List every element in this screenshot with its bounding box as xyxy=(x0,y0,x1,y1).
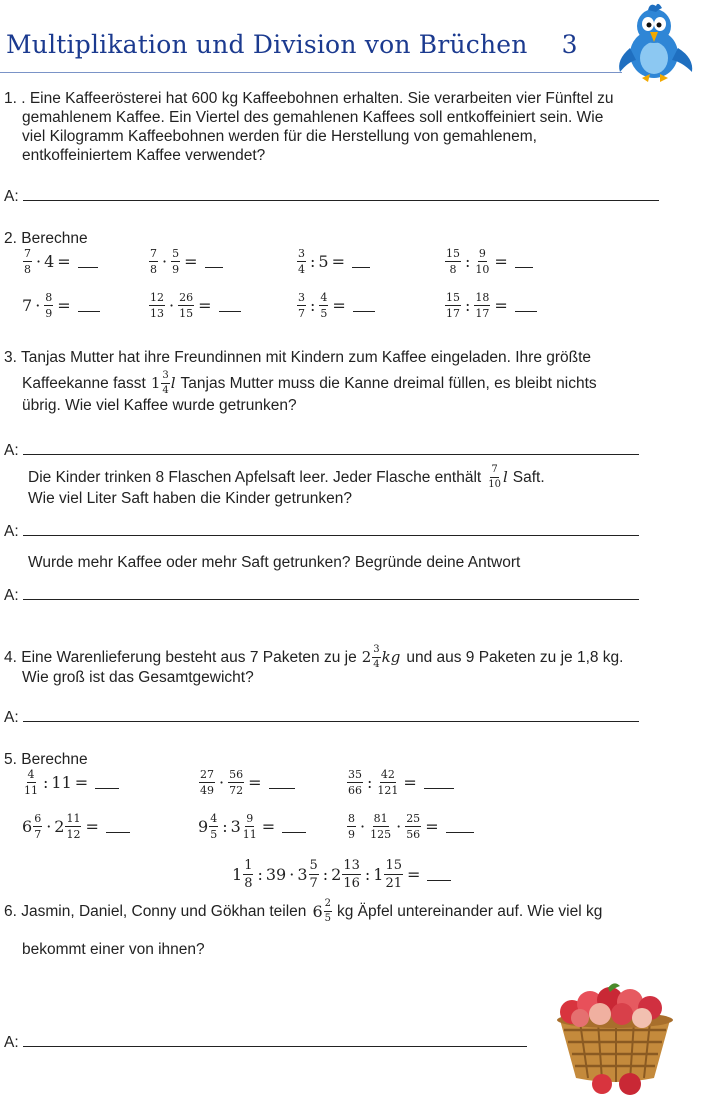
page-title xyxy=(6,30,578,59)
task1-line3: viel Kilogramm Kaffeebohnen werden für die Herstellung von gemahlenem, xyxy=(22,128,537,145)
page-title-text: Multiplikation und Division von Brüchen xyxy=(6,30,528,59)
apple-basket-icon xyxy=(550,978,680,1096)
answer-line-3b[interactable]: A: xyxy=(4,521,639,541)
answer-line-1[interactable] xyxy=(4,186,659,206)
bird-mascot-icon xyxy=(614,2,698,84)
task5-r2-expr3: 8 9 · 81 125 · $\frac{25}{56}$ = xyxy=(346,812,474,841)
task3-line2: Kaffeekanne fasst 1 3 4 l Tanjas Mutter muss die Kanne dreimal füllen, es bleibt nichts xyxy=(22,370,597,396)
task5-r1-expr1: 4 11 : 11 = xyxy=(22,768,119,797)
task5-r1-expr2: 27 49 · $\frac{56}{72}$ = xyxy=(198,768,295,797)
task3-q3: Wurde mehr Kaffee oder mehr Saft getrunken? Begründe deine Antwort xyxy=(28,554,521,571)
answer-line-4[interactable]: A: xyxy=(4,707,639,727)
task4-line1: 4. Eine Warenlieferung besteht aus 7 Paketen zu je 2 3 4 kg und aus 9 Paketen zu je 1,8 kg. xyxy=(4,644,624,670)
task1-line4: entkoffeiniertem Kaffee verwendet? xyxy=(22,147,266,164)
sheet-number: 3 xyxy=(561,30,578,59)
task2-r1-expr1: 7 8 · 4 = xyxy=(22,247,98,276)
title-rule xyxy=(0,72,622,73)
task5-r2-expr2: 9 4 5 : 3 $\frac{9}{11}$ = xyxy=(198,812,306,841)
task5-r2-expr1: 6 6 7 · 2 $\frac{11}{12}$ = xyxy=(22,812,130,841)
task3-line1: 3. Tanjas Mutter hat ihre Freundinnen mit Kindern zum Kaffee eingeladen. Ihre größte xyxy=(4,349,592,366)
answer-line-3c[interactable]: A: xyxy=(4,585,639,605)
answer-label: A: xyxy=(4,188,19,205)
answer-line-3a[interactable]: A: xyxy=(4,440,639,460)
task2-r1-expr4: 15 8 : $\frac{9}{10}$ = xyxy=(444,247,533,276)
task5-heading: 5. Berechne xyxy=(4,751,88,768)
task2-r2-expr4: 15 17 : $\frac{18}{17}$ = xyxy=(444,291,537,320)
task6-line2: bekommt einer von ihnen? xyxy=(22,941,205,958)
task3-line3: übrig. Wie viel Kaffee wurde getrunken? xyxy=(22,397,297,414)
task2-heading: 2. Berechne xyxy=(4,230,88,247)
task1-line1: 1. . Eine Kaffeerösterei hat 600 kg Kaffeebohnen erhalten. Sie verarbeiten vier Fünftel zu xyxy=(4,90,614,107)
task1-line2: gemahlenem Kaffee. Ein Viertel des gemahlenen Kaffees soll entkoffeiniert sein. Wie xyxy=(22,109,604,126)
task2-r2-expr1: 7 · $\frac{8}{9}$ = xyxy=(22,291,100,320)
task3-q2: Die Kinder trinken 8 Flaschen Apfelsaft leer. Jeder Flasche enthält 7 10 l Saft. xyxy=(28,464,545,490)
task5-r1-expr3: 35 66 : $\frac{42}{121}$ = xyxy=(346,768,454,797)
answer-line-6[interactable]: A: xyxy=(4,1032,527,1052)
task4-line2: Wie groß ist das Gesamtgewicht? xyxy=(22,669,254,686)
task2-r2-expr3: 3 7 : $\frac{4}{5}$ = xyxy=(296,291,375,320)
task2-r1-expr2: 7 8 · $\frac{5}{9}$ = xyxy=(148,247,223,276)
task3-q2-line2: Wie viel Liter Saft haben die Kinder getrunken? xyxy=(28,490,352,507)
task5-r3-expr: 1 1 8 : 39 · 3 5 7 : 2 13 16 : 1 $\frac{15}{21}$ = xyxy=(232,858,451,891)
task2-r1-expr3: 3 4 : 5 = xyxy=(296,247,370,276)
task2-r2-expr2: 12 13 · $\frac{26}{15}$ = xyxy=(148,291,241,320)
task6-line1: 6. Jasmin, Daniel, Conny und Gökhan teilen 6 2 5 kg Äpfel untereinander auf. Wie viel kg xyxy=(4,898,603,924)
